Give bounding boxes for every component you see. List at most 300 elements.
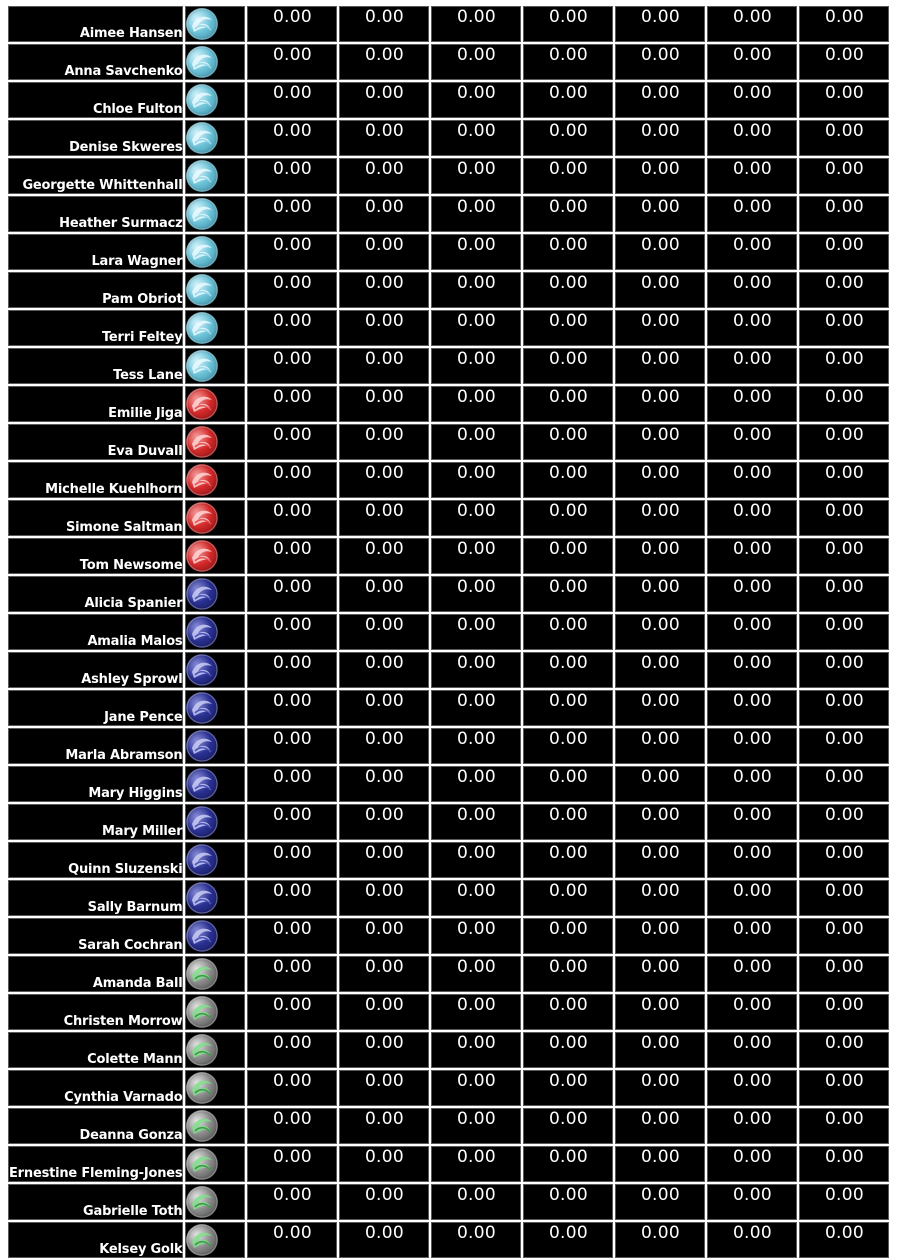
player-name: Amalia Malos bbox=[8, 614, 183, 650]
table-row bbox=[8, 310, 889, 346]
stat-value-6: 0.00 bbox=[707, 576, 797, 612]
team-icon-cell bbox=[185, 804, 245, 840]
stat-value-4: 0.00 bbox=[523, 538, 613, 574]
stat-value-5: 0.00 bbox=[615, 348, 705, 384]
table-row bbox=[8, 120, 889, 156]
player-name: Quinn Sluzenski bbox=[8, 842, 183, 878]
stat-value-7: 0.00 bbox=[799, 1108, 889, 1144]
table-row bbox=[8, 500, 889, 536]
stat-value-1: 0.00 bbox=[247, 956, 337, 992]
stat-value-3: 0.00 bbox=[431, 538, 521, 574]
stat-value-5: 0.00 bbox=[615, 272, 705, 308]
player-name: Chloe Fulton bbox=[8, 82, 183, 118]
player-name: Mary Miller bbox=[8, 804, 183, 840]
stat-value-1: 0.00 bbox=[247, 880, 337, 916]
stat-value-3: 0.00 bbox=[431, 766, 521, 802]
stat-value-3: 0.00 bbox=[431, 1032, 521, 1068]
team-icon-cell bbox=[185, 728, 245, 764]
stat-value-4: 0.00 bbox=[523, 918, 613, 954]
teal-team-icon bbox=[186, 312, 218, 344]
stat-value-5: 0.00 bbox=[615, 424, 705, 460]
table-row bbox=[8, 272, 889, 308]
stat-value-5: 0.00 bbox=[615, 766, 705, 802]
stat-value-4: 0.00 bbox=[523, 1032, 613, 1068]
table-row bbox=[8, 1070, 889, 1106]
stat-value-3: 0.00 bbox=[431, 918, 521, 954]
stat-value-3: 0.00 bbox=[431, 690, 521, 726]
teal-team-icon bbox=[186, 198, 218, 230]
stat-value-4: 0.00 bbox=[523, 462, 613, 498]
teal-team-icon bbox=[186, 350, 218, 382]
table-row bbox=[8, 728, 889, 764]
player-name: Sally Barnum bbox=[8, 880, 183, 916]
table-row bbox=[8, 44, 889, 80]
stat-value-5: 0.00 bbox=[615, 956, 705, 992]
stat-value-7: 0.00 bbox=[799, 462, 889, 498]
stat-value-2: 0.00 bbox=[339, 614, 429, 650]
stat-value-6: 0.00 bbox=[707, 348, 797, 384]
stat-value-2: 0.00 bbox=[339, 82, 429, 118]
green-team-icon bbox=[186, 1224, 218, 1256]
stat-value-6: 0.00 bbox=[707, 1108, 797, 1144]
team-icon-cell bbox=[185, 44, 245, 80]
stat-value-2: 0.00 bbox=[339, 500, 429, 536]
team-icon-cell bbox=[185, 614, 245, 650]
team-icon-cell bbox=[185, 1108, 245, 1144]
table-row bbox=[8, 690, 889, 726]
stat-value-5: 0.00 bbox=[615, 842, 705, 878]
stat-value-3: 0.00 bbox=[431, 880, 521, 916]
navy-team-icon bbox=[186, 616, 218, 648]
stat-value-4: 0.00 bbox=[523, 1146, 613, 1182]
stat-value-1: 0.00 bbox=[247, 272, 337, 308]
stat-value-2: 0.00 bbox=[339, 1070, 429, 1106]
stat-value-3: 0.00 bbox=[431, 234, 521, 270]
stat-value-6: 0.00 bbox=[707, 652, 797, 688]
player-name: Mary Higgins bbox=[8, 766, 183, 802]
stat-value-3: 0.00 bbox=[431, 196, 521, 232]
stat-value-7: 0.00 bbox=[799, 158, 889, 194]
navy-team-icon bbox=[186, 920, 218, 952]
team-icon-cell bbox=[185, 462, 245, 498]
stat-value-2: 0.00 bbox=[339, 272, 429, 308]
stat-value-3: 0.00 bbox=[431, 44, 521, 80]
stat-value-4: 0.00 bbox=[523, 576, 613, 612]
stat-value-4: 0.00 bbox=[523, 728, 613, 764]
table-row bbox=[8, 576, 889, 612]
team-icon-cell bbox=[185, 1222, 245, 1258]
stat-value-1: 0.00 bbox=[247, 614, 337, 650]
stat-value-7: 0.00 bbox=[799, 424, 889, 460]
stat-value-2: 0.00 bbox=[339, 310, 429, 346]
teal-team-icon bbox=[186, 84, 218, 116]
stat-value-5: 0.00 bbox=[615, 918, 705, 954]
stat-value-4: 0.00 bbox=[523, 348, 613, 384]
stat-value-1: 0.00 bbox=[247, 158, 337, 194]
stats-table-body bbox=[8, 6, 889, 1258]
stat-value-5: 0.00 bbox=[615, 500, 705, 536]
stat-value-4: 0.00 bbox=[523, 120, 613, 156]
table-row bbox=[8, 804, 889, 840]
teal-team-icon bbox=[186, 160, 218, 192]
stat-value-2: 0.00 bbox=[339, 538, 429, 574]
team-icon-cell bbox=[185, 158, 245, 194]
table-row bbox=[8, 462, 889, 498]
team-icon-cell bbox=[185, 1184, 245, 1220]
stat-value-6: 0.00 bbox=[707, 728, 797, 764]
stat-value-3: 0.00 bbox=[431, 424, 521, 460]
stat-value-7: 0.00 bbox=[799, 766, 889, 802]
stat-value-6: 0.00 bbox=[707, 310, 797, 346]
stat-value-4: 0.00 bbox=[523, 386, 613, 422]
stat-value-3: 0.00 bbox=[431, 842, 521, 878]
table-row bbox=[8, 994, 889, 1030]
team-icon-cell bbox=[185, 1070, 245, 1106]
stat-value-5: 0.00 bbox=[615, 1184, 705, 1220]
stat-value-3: 0.00 bbox=[431, 310, 521, 346]
stat-value-7: 0.00 bbox=[799, 728, 889, 764]
stat-value-2: 0.00 bbox=[339, 576, 429, 612]
player-name: Alicia Spanier bbox=[8, 576, 183, 612]
navy-team-icon bbox=[186, 692, 218, 724]
stat-value-3: 0.00 bbox=[431, 6, 521, 42]
stat-value-1: 0.00 bbox=[247, 1108, 337, 1144]
stat-value-3: 0.00 bbox=[431, 1222, 521, 1258]
table-row bbox=[8, 196, 889, 232]
stat-value-2: 0.00 bbox=[339, 652, 429, 688]
team-icon-cell bbox=[185, 272, 245, 308]
player-name: Aimee Hansen bbox=[8, 6, 183, 42]
stat-value-7: 0.00 bbox=[799, 234, 889, 270]
table-row bbox=[8, 1108, 889, 1144]
stat-value-6: 0.00 bbox=[707, 956, 797, 992]
stat-value-3: 0.00 bbox=[431, 614, 521, 650]
team-icon-cell bbox=[185, 880, 245, 916]
stat-value-6: 0.00 bbox=[707, 842, 797, 878]
stat-value-6: 0.00 bbox=[707, 82, 797, 118]
stat-value-1: 0.00 bbox=[247, 804, 337, 840]
stat-value-4: 0.00 bbox=[523, 766, 613, 802]
stat-value-2: 0.00 bbox=[339, 462, 429, 498]
stat-value-4: 0.00 bbox=[523, 272, 613, 308]
stat-value-4: 0.00 bbox=[523, 1184, 613, 1220]
player-name: Jane Pence bbox=[8, 690, 183, 726]
team-icon-cell bbox=[185, 82, 245, 118]
stat-value-6: 0.00 bbox=[707, 1184, 797, 1220]
team-icon-cell bbox=[185, 386, 245, 422]
player-name: Terri Feltey bbox=[8, 310, 183, 346]
stat-value-1: 0.00 bbox=[247, 766, 337, 802]
stat-value-7: 0.00 bbox=[799, 1184, 889, 1220]
stat-value-7: 0.00 bbox=[799, 652, 889, 688]
stat-value-1: 0.00 bbox=[247, 728, 337, 764]
stat-value-5: 0.00 bbox=[615, 82, 705, 118]
player-name: Christen Morrow bbox=[8, 994, 183, 1030]
stat-value-7: 0.00 bbox=[799, 272, 889, 308]
red-team-icon bbox=[186, 540, 218, 572]
stat-value-2: 0.00 bbox=[339, 1032, 429, 1068]
stat-value-7: 0.00 bbox=[799, 956, 889, 992]
stat-value-1: 0.00 bbox=[247, 576, 337, 612]
stat-value-5: 0.00 bbox=[615, 1222, 705, 1258]
stat-value-1: 0.00 bbox=[247, 500, 337, 536]
stat-value-6: 0.00 bbox=[707, 196, 797, 232]
stat-value-4: 0.00 bbox=[523, 842, 613, 878]
stat-value-1: 0.00 bbox=[247, 82, 337, 118]
table-row bbox=[8, 348, 889, 384]
red-team-icon bbox=[186, 464, 218, 496]
table-row bbox=[8, 538, 889, 574]
teal-team-icon bbox=[186, 46, 218, 78]
stat-value-7: 0.00 bbox=[799, 120, 889, 156]
stat-value-6: 0.00 bbox=[707, 918, 797, 954]
stat-value-5: 0.00 bbox=[615, 6, 705, 42]
stat-value-6: 0.00 bbox=[707, 500, 797, 536]
stat-value-7: 0.00 bbox=[799, 386, 889, 422]
stat-value-5: 0.00 bbox=[615, 44, 705, 80]
stat-value-4: 0.00 bbox=[523, 880, 613, 916]
stat-value-3: 0.00 bbox=[431, 1070, 521, 1106]
player-name: Michelle Kuehlhorn bbox=[8, 462, 183, 498]
stat-value-1: 0.00 bbox=[247, 1146, 337, 1182]
stat-value-7: 0.00 bbox=[799, 82, 889, 118]
player-name: Denise Skweres bbox=[8, 120, 183, 156]
stat-value-6: 0.00 bbox=[707, 234, 797, 270]
stat-value-3: 0.00 bbox=[431, 500, 521, 536]
navy-team-icon bbox=[186, 882, 218, 914]
stat-value-1: 0.00 bbox=[247, 424, 337, 460]
stat-value-5: 0.00 bbox=[615, 1146, 705, 1182]
stat-value-3: 0.00 bbox=[431, 82, 521, 118]
stat-value-1: 0.00 bbox=[247, 234, 337, 270]
player-name: Colette Mann bbox=[8, 1032, 183, 1068]
table-row bbox=[8, 1222, 889, 1258]
stat-value-3: 0.00 bbox=[431, 956, 521, 992]
stat-value-7: 0.00 bbox=[799, 348, 889, 384]
stat-value-4: 0.00 bbox=[523, 234, 613, 270]
player-name: Ernestine Fleming-Jones bbox=[8, 1146, 183, 1182]
stat-value-3: 0.00 bbox=[431, 120, 521, 156]
stat-value-5: 0.00 bbox=[615, 538, 705, 574]
stat-value-2: 0.00 bbox=[339, 120, 429, 156]
stat-value-5: 0.00 bbox=[615, 386, 705, 422]
stat-value-3: 0.00 bbox=[431, 652, 521, 688]
stat-value-3: 0.00 bbox=[431, 1146, 521, 1182]
teal-team-icon bbox=[186, 8, 218, 40]
stat-value-7: 0.00 bbox=[799, 1222, 889, 1258]
table-row bbox=[8, 652, 889, 688]
player-name: Deanna Gonza bbox=[8, 1108, 183, 1144]
stat-value-2: 0.00 bbox=[339, 348, 429, 384]
green-team-icon bbox=[186, 1034, 218, 1066]
table-row bbox=[8, 766, 889, 802]
stat-value-6: 0.00 bbox=[707, 462, 797, 498]
player-name: Lara Wagner bbox=[8, 234, 183, 270]
stat-value-7: 0.00 bbox=[799, 804, 889, 840]
stat-value-4: 0.00 bbox=[523, 196, 613, 232]
stat-value-6: 0.00 bbox=[707, 1032, 797, 1068]
stat-value-3: 0.00 bbox=[431, 1108, 521, 1144]
stat-value-5: 0.00 bbox=[615, 1108, 705, 1144]
stat-value-3: 0.00 bbox=[431, 386, 521, 422]
stat-value-2: 0.00 bbox=[339, 918, 429, 954]
stat-value-2: 0.00 bbox=[339, 842, 429, 878]
stat-value-7: 0.00 bbox=[799, 310, 889, 346]
stat-value-7: 0.00 bbox=[799, 6, 889, 42]
stat-value-6: 0.00 bbox=[707, 690, 797, 726]
stat-value-4: 0.00 bbox=[523, 310, 613, 346]
stat-value-1: 0.00 bbox=[247, 1184, 337, 1220]
stat-value-3: 0.00 bbox=[431, 158, 521, 194]
table-row bbox=[8, 6, 889, 42]
table-row bbox=[8, 386, 889, 422]
stat-value-7: 0.00 bbox=[799, 1032, 889, 1068]
player-name: Tom Newsome bbox=[8, 538, 183, 574]
stat-value-6: 0.00 bbox=[707, 1070, 797, 1106]
stat-value-2: 0.00 bbox=[339, 880, 429, 916]
player-name: Sarah Cochran bbox=[8, 918, 183, 954]
player-name: Amanda Ball bbox=[8, 956, 183, 992]
stat-value-7: 0.00 bbox=[799, 918, 889, 954]
stat-value-6: 0.00 bbox=[707, 614, 797, 650]
stat-value-3: 0.00 bbox=[431, 348, 521, 384]
team-icon-cell bbox=[185, 1146, 245, 1182]
teal-team-icon bbox=[186, 274, 218, 306]
stat-value-1: 0.00 bbox=[247, 994, 337, 1030]
stat-value-6: 0.00 bbox=[707, 994, 797, 1030]
player-name: Georgette Whittenhall bbox=[8, 158, 183, 194]
stat-value-2: 0.00 bbox=[339, 196, 429, 232]
stat-value-4: 0.00 bbox=[523, 1108, 613, 1144]
table-row bbox=[8, 918, 889, 954]
stat-value-4: 0.00 bbox=[523, 804, 613, 840]
green-team-icon bbox=[186, 958, 218, 990]
stat-value-6: 0.00 bbox=[707, 538, 797, 574]
stat-value-5: 0.00 bbox=[615, 614, 705, 650]
stat-value-6: 0.00 bbox=[707, 880, 797, 916]
player-name: Eva Duvall bbox=[8, 424, 183, 460]
green-team-icon bbox=[186, 1186, 218, 1218]
stat-value-5: 0.00 bbox=[615, 576, 705, 612]
stat-value-5: 0.00 bbox=[615, 652, 705, 688]
stat-value-1: 0.00 bbox=[247, 690, 337, 726]
stat-value-1: 0.00 bbox=[247, 538, 337, 574]
stat-value-7: 0.00 bbox=[799, 196, 889, 232]
stat-value-3: 0.00 bbox=[431, 272, 521, 308]
stat-value-2: 0.00 bbox=[339, 424, 429, 460]
stat-value-6: 0.00 bbox=[707, 386, 797, 422]
stat-value-5: 0.00 bbox=[615, 804, 705, 840]
stat-value-1: 0.00 bbox=[247, 196, 337, 232]
stat-value-2: 0.00 bbox=[339, 44, 429, 80]
stat-value-5: 0.00 bbox=[615, 994, 705, 1030]
stat-value-1: 0.00 bbox=[247, 652, 337, 688]
stat-value-2: 0.00 bbox=[339, 1222, 429, 1258]
table-row bbox=[8, 1032, 889, 1068]
stat-value-1: 0.00 bbox=[247, 462, 337, 498]
team-icon-cell bbox=[185, 766, 245, 802]
team-icon-cell bbox=[185, 918, 245, 954]
stat-value-4: 0.00 bbox=[523, 1070, 613, 1106]
stat-value-3: 0.00 bbox=[431, 1184, 521, 1220]
stat-value-7: 0.00 bbox=[799, 880, 889, 916]
navy-team-icon bbox=[186, 844, 218, 876]
team-icon-cell bbox=[185, 956, 245, 992]
stat-value-2: 0.00 bbox=[339, 158, 429, 194]
stat-value-2: 0.00 bbox=[339, 766, 429, 802]
team-icon-cell bbox=[185, 120, 245, 156]
navy-team-icon bbox=[186, 654, 218, 686]
stat-value-5: 0.00 bbox=[615, 234, 705, 270]
table-row bbox=[8, 956, 889, 992]
team-icon-cell bbox=[185, 196, 245, 232]
stat-value-6: 0.00 bbox=[707, 44, 797, 80]
table-row bbox=[8, 842, 889, 878]
stat-value-4: 0.00 bbox=[523, 500, 613, 536]
stat-value-1: 0.00 bbox=[247, 1222, 337, 1258]
stat-value-5: 0.00 bbox=[615, 120, 705, 156]
teal-team-icon bbox=[186, 236, 218, 268]
navy-team-icon bbox=[186, 768, 218, 800]
stat-value-2: 0.00 bbox=[339, 6, 429, 42]
stat-value-7: 0.00 bbox=[799, 842, 889, 878]
player-name: Heather Surmacz bbox=[8, 196, 183, 232]
table-row bbox=[8, 158, 889, 194]
team-icon-cell bbox=[185, 234, 245, 270]
stat-value-4: 0.00 bbox=[523, 6, 613, 42]
stat-value-3: 0.00 bbox=[431, 462, 521, 498]
stat-value-7: 0.00 bbox=[799, 44, 889, 80]
stat-value-6: 0.00 bbox=[707, 120, 797, 156]
stat-value-7: 0.00 bbox=[799, 994, 889, 1030]
table-row bbox=[8, 82, 889, 118]
stat-value-5: 0.00 bbox=[615, 310, 705, 346]
table-row bbox=[8, 1146, 889, 1182]
stat-value-7: 0.00 bbox=[799, 690, 889, 726]
stat-value-6: 0.00 bbox=[707, 804, 797, 840]
stat-value-2: 0.00 bbox=[339, 956, 429, 992]
player-name: Cynthia Varnado bbox=[8, 1070, 183, 1106]
stat-value-5: 0.00 bbox=[615, 462, 705, 498]
team-icon-cell bbox=[185, 500, 245, 536]
player-name: Emilie Jiga bbox=[8, 386, 183, 422]
table-row bbox=[8, 234, 889, 270]
team-icon-cell bbox=[185, 348, 245, 384]
stat-value-6: 0.00 bbox=[707, 272, 797, 308]
stat-value-6: 0.00 bbox=[707, 424, 797, 460]
stat-value-4: 0.00 bbox=[523, 158, 613, 194]
stat-value-1: 0.00 bbox=[247, 1070, 337, 1106]
stat-value-5: 0.00 bbox=[615, 196, 705, 232]
stat-value-2: 0.00 bbox=[339, 1108, 429, 1144]
table-row bbox=[8, 1184, 889, 1220]
player-name: Ashley Sprowl bbox=[8, 652, 183, 688]
team-icon-cell bbox=[185, 1032, 245, 1068]
player-name: Kelsey Golk bbox=[8, 1222, 183, 1258]
stat-value-5: 0.00 bbox=[615, 880, 705, 916]
stat-value-7: 0.00 bbox=[799, 1070, 889, 1106]
stat-value-7: 0.00 bbox=[799, 500, 889, 536]
player-name: Gabrielle Toth bbox=[8, 1184, 183, 1220]
stat-value-1: 0.00 bbox=[247, 348, 337, 384]
stat-value-6: 0.00 bbox=[707, 766, 797, 802]
green-team-icon bbox=[186, 1110, 218, 1142]
stat-value-7: 0.00 bbox=[799, 538, 889, 574]
stat-value-5: 0.00 bbox=[615, 690, 705, 726]
stat-value-2: 0.00 bbox=[339, 234, 429, 270]
navy-team-icon bbox=[186, 730, 218, 762]
stat-value-1: 0.00 bbox=[247, 842, 337, 878]
